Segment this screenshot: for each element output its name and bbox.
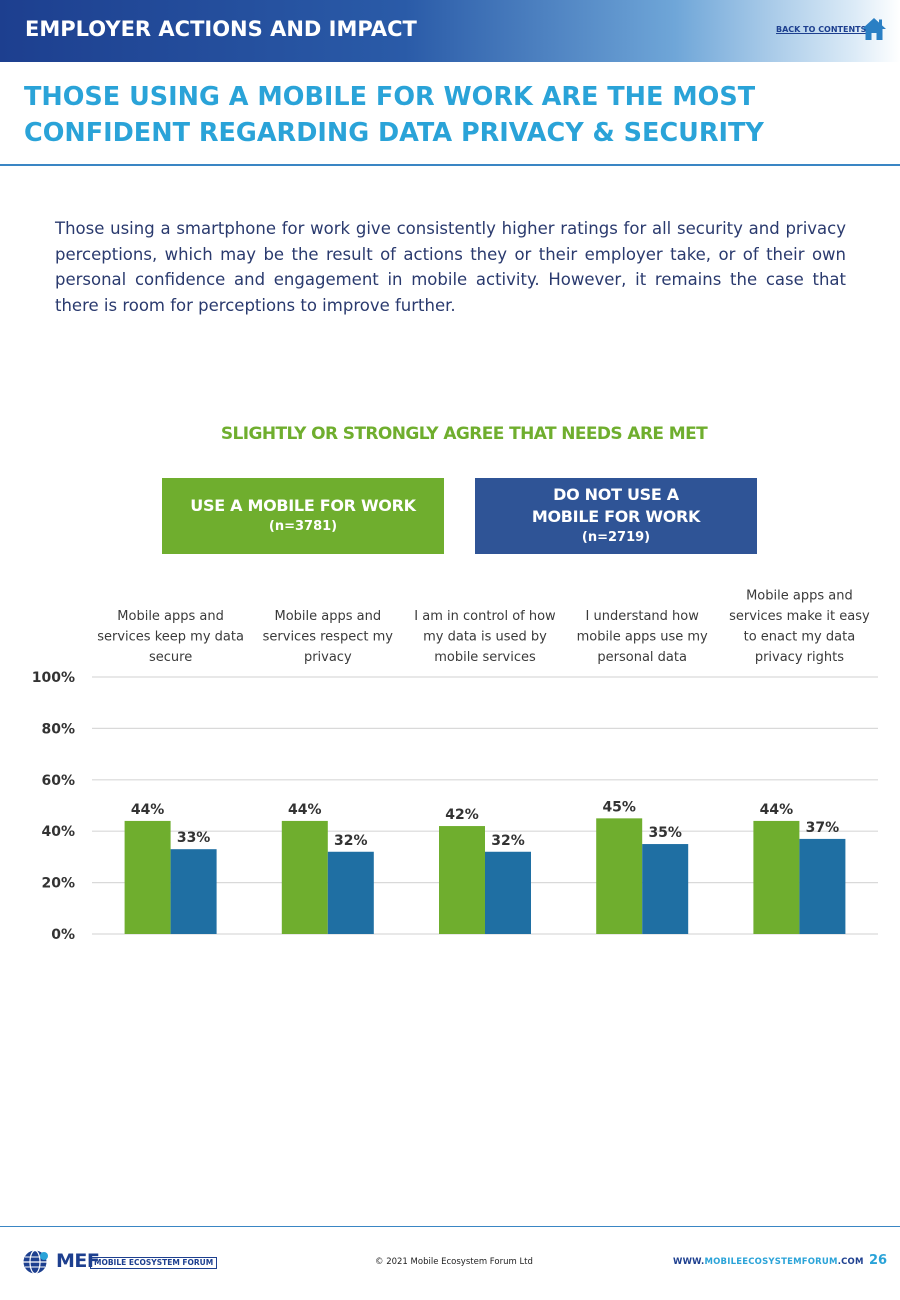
legend-use-mobile-n: (n=3781) <box>268 519 338 534</box>
data-label-no-mobile: 32% <box>491 832 525 849</box>
bar-no-mobile <box>485 852 531 934</box>
page-number: 26 <box>869 1253 888 1268</box>
category-label: I understand how mobile apps use my personal data <box>576 609 708 665</box>
category-label: Mobile apps and services respect my privacy <box>262 609 393 665</box>
legend-use-mobile-label: USE A MOBILE FOR WORK <box>190 496 416 515</box>
home-icon[interactable] <box>861 16 887 42</box>
section-title: EMPLOYER ACTIONS AND IMPACT <box>25 17 417 41</box>
data-label-no-mobile: 33% <box>176 830 211 847</box>
website-link[interactable] <box>673 1257 864 1267</box>
website-highlight: MOBILEECOSYSTEMFORUM <box>704 1257 838 1267</box>
bar-chart <box>0 580 900 950</box>
legend-use-mobile <box>162 478 444 554</box>
footer-divider <box>0 1226 900 1227</box>
data-label-use-mobile: 45% <box>602 799 636 816</box>
data-label-no-mobile: 35% <box>648 825 682 842</box>
legend-no-mobile-line-2: MOBILE FOR WORK <box>531 507 701 526</box>
category-label: I am in control of how my data is used by mobile services <box>414 609 556 665</box>
y-tick-label: 20% <box>41 875 75 892</box>
data-label-use-mobile: 44% <box>130 801 165 818</box>
y-tick-label: 80% <box>41 721 75 738</box>
legend-no-mobile-n: (n=2719) <box>581 530 651 545</box>
website-suffix: .COM <box>837 1257 864 1267</box>
intro-paragraph: Those using a smartphone for work give consistently higher ratings for all security and privacy perceptions, which may be the result of actions they or their employer take, or of their own personal confidence and engagement in mobile activity. However, it remains the case that there is room for perceptions to improve further. <box>55 219 846 315</box>
data-label-no-mobile: 32% <box>334 832 368 849</box>
bar-no-mobile <box>799 839 845 934</box>
bar-use-mobile <box>439 826 485 934</box>
copyright-notice: © 2021 Mobile Ecosystem Forum Ltd <box>375 1257 533 1267</box>
y-tick-label: 0% <box>51 927 75 943</box>
data-label-use-mobile: 44% <box>288 801 322 818</box>
bar-no-mobile <box>328 852 374 934</box>
bar-use-mobile <box>282 821 328 934</box>
header-divider <box>0 164 900 166</box>
bar-no-mobile <box>642 844 688 934</box>
legend-no-mobile <box>475 478 757 554</box>
y-tick-label: 100% <box>31 670 75 686</box>
headline-line-1: THOSE USING A MOBILE FOR WORK ARE THE MOST <box>24 82 756 112</box>
data-label-use-mobile: 42% <box>445 807 479 824</box>
footer-logo-text: MEF <box>56 1250 100 1272</box>
website-prefix: WWW. <box>673 1257 705 1267</box>
bar-no-mobile <box>171 849 217 934</box>
headline-line-2: CONFIDENT REGARDING DATA PRIVACY & SECURITY <box>24 118 764 148</box>
page-headline <box>24 79 884 151</box>
y-tick-label: 40% <box>41 824 75 841</box>
footer-logo-subtext: MOBILE ECOSYSTEM FORUM <box>90 1257 217 1269</box>
bar-use-mobile <box>753 821 799 934</box>
back-to-contents-link[interactable]: BACK TO CONTENTS <box>776 25 867 34</box>
category-label: Mobile apps and services keep my data secure <box>97 609 244 665</box>
legend-no-mobile-line-1: DO NOT USE A <box>553 485 679 504</box>
globe-logo-icon <box>22 1249 52 1275</box>
data-label-use-mobile: 44% <box>759 801 794 818</box>
y-tick-label: 60% <box>41 772 75 789</box>
bar-use-mobile <box>596 818 642 934</box>
chart-title: SLIGHTLY OR STRONGLY AGREE THAT NEEDS ARE MET <box>220 424 708 444</box>
bar-use-mobile <box>125 821 171 934</box>
category-label: Mobile apps and services make it easy to enact my data privacy rights <box>729 588 870 665</box>
data-label-no-mobile: 37% <box>805 819 840 836</box>
